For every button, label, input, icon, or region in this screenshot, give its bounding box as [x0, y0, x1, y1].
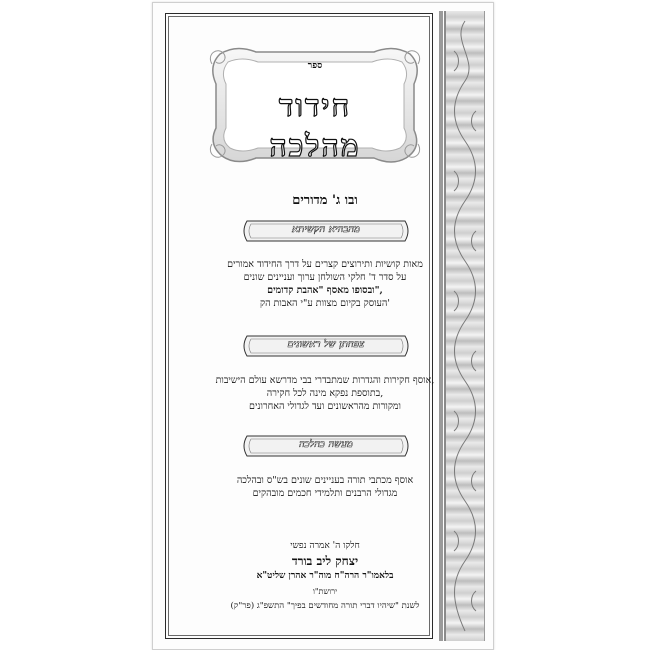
author-name: יצחק ליב בורד: [291, 554, 359, 568]
author-dedication: חלקו ה' אמרה נפשי: [290, 541, 360, 551]
section-banner-2: [241, 334, 411, 358]
section-body-2: [166, 374, 484, 413]
book-title-line-1: חידוד: [278, 89, 352, 124]
cover-frame: [165, 13, 433, 639]
section-1-line: מאות קושיות ותירוצים קצרים על דרך החידוד אמורים: [227, 259, 423, 270]
title-panel: [206, 44, 424, 164]
section-heading-2: צפחתן של ראשונים: [287, 339, 365, 350]
section-3-line: מגדולי הרבנים ותלמידי חכמים מובהקים: [252, 488, 398, 499]
section-banner-1: [241, 219, 411, 243]
book-title-line-2: מהלכה: [269, 129, 361, 164]
author-father: בלאמו"ר הרה"ח מוה"ר אהרן שליט"א: [256, 571, 394, 581]
author-block: [166, 539, 484, 614]
section-3-line: אוסף מכתבי תורה בעניינים שונים בש"ס ובהלכה: [236, 475, 414, 486]
section-heading-3: מעשה כהלכה: [299, 439, 353, 450]
section-1-line: על סדר ד' חלקי השולחן ערוך ועניינים שונים: [243, 272, 407, 283]
section-banner-3: [241, 434, 411, 458]
section-2-line: ומקורות מהראשונים ועד לגדולי האחרונים: [249, 401, 401, 412]
section-2-line: בתוספת נפקא מינה לכל חקירה,: [266, 388, 384, 399]
book-subtitle: ובו ג' מדורים: [292, 193, 358, 208]
book-prefix: ספר: [307, 61, 323, 71]
section-1-line: ובסופו מאסף "אהבת קדומים",: [267, 285, 383, 296]
section-1-line: העוסק בקיום מצוות ע"י האבות הק': [259, 298, 390, 309]
section-heading-1: מהבהיא הקשיתא: [291, 224, 361, 235]
publication-year: לשנת "שיהיו דברי תורה מחודשים בפיך" התשפ"ג (פר"ק): [230, 601, 420, 611]
author-city: ירושת"ו: [312, 587, 338, 596]
section-2-line: אוסף חקירות והגדרות שמתבדרי בבי מדרשא עולם הישיבות,: [215, 375, 435, 386]
section-body-3: [166, 474, 484, 500]
book-cover: [152, 2, 494, 650]
section-body-1: [166, 258, 484, 310]
